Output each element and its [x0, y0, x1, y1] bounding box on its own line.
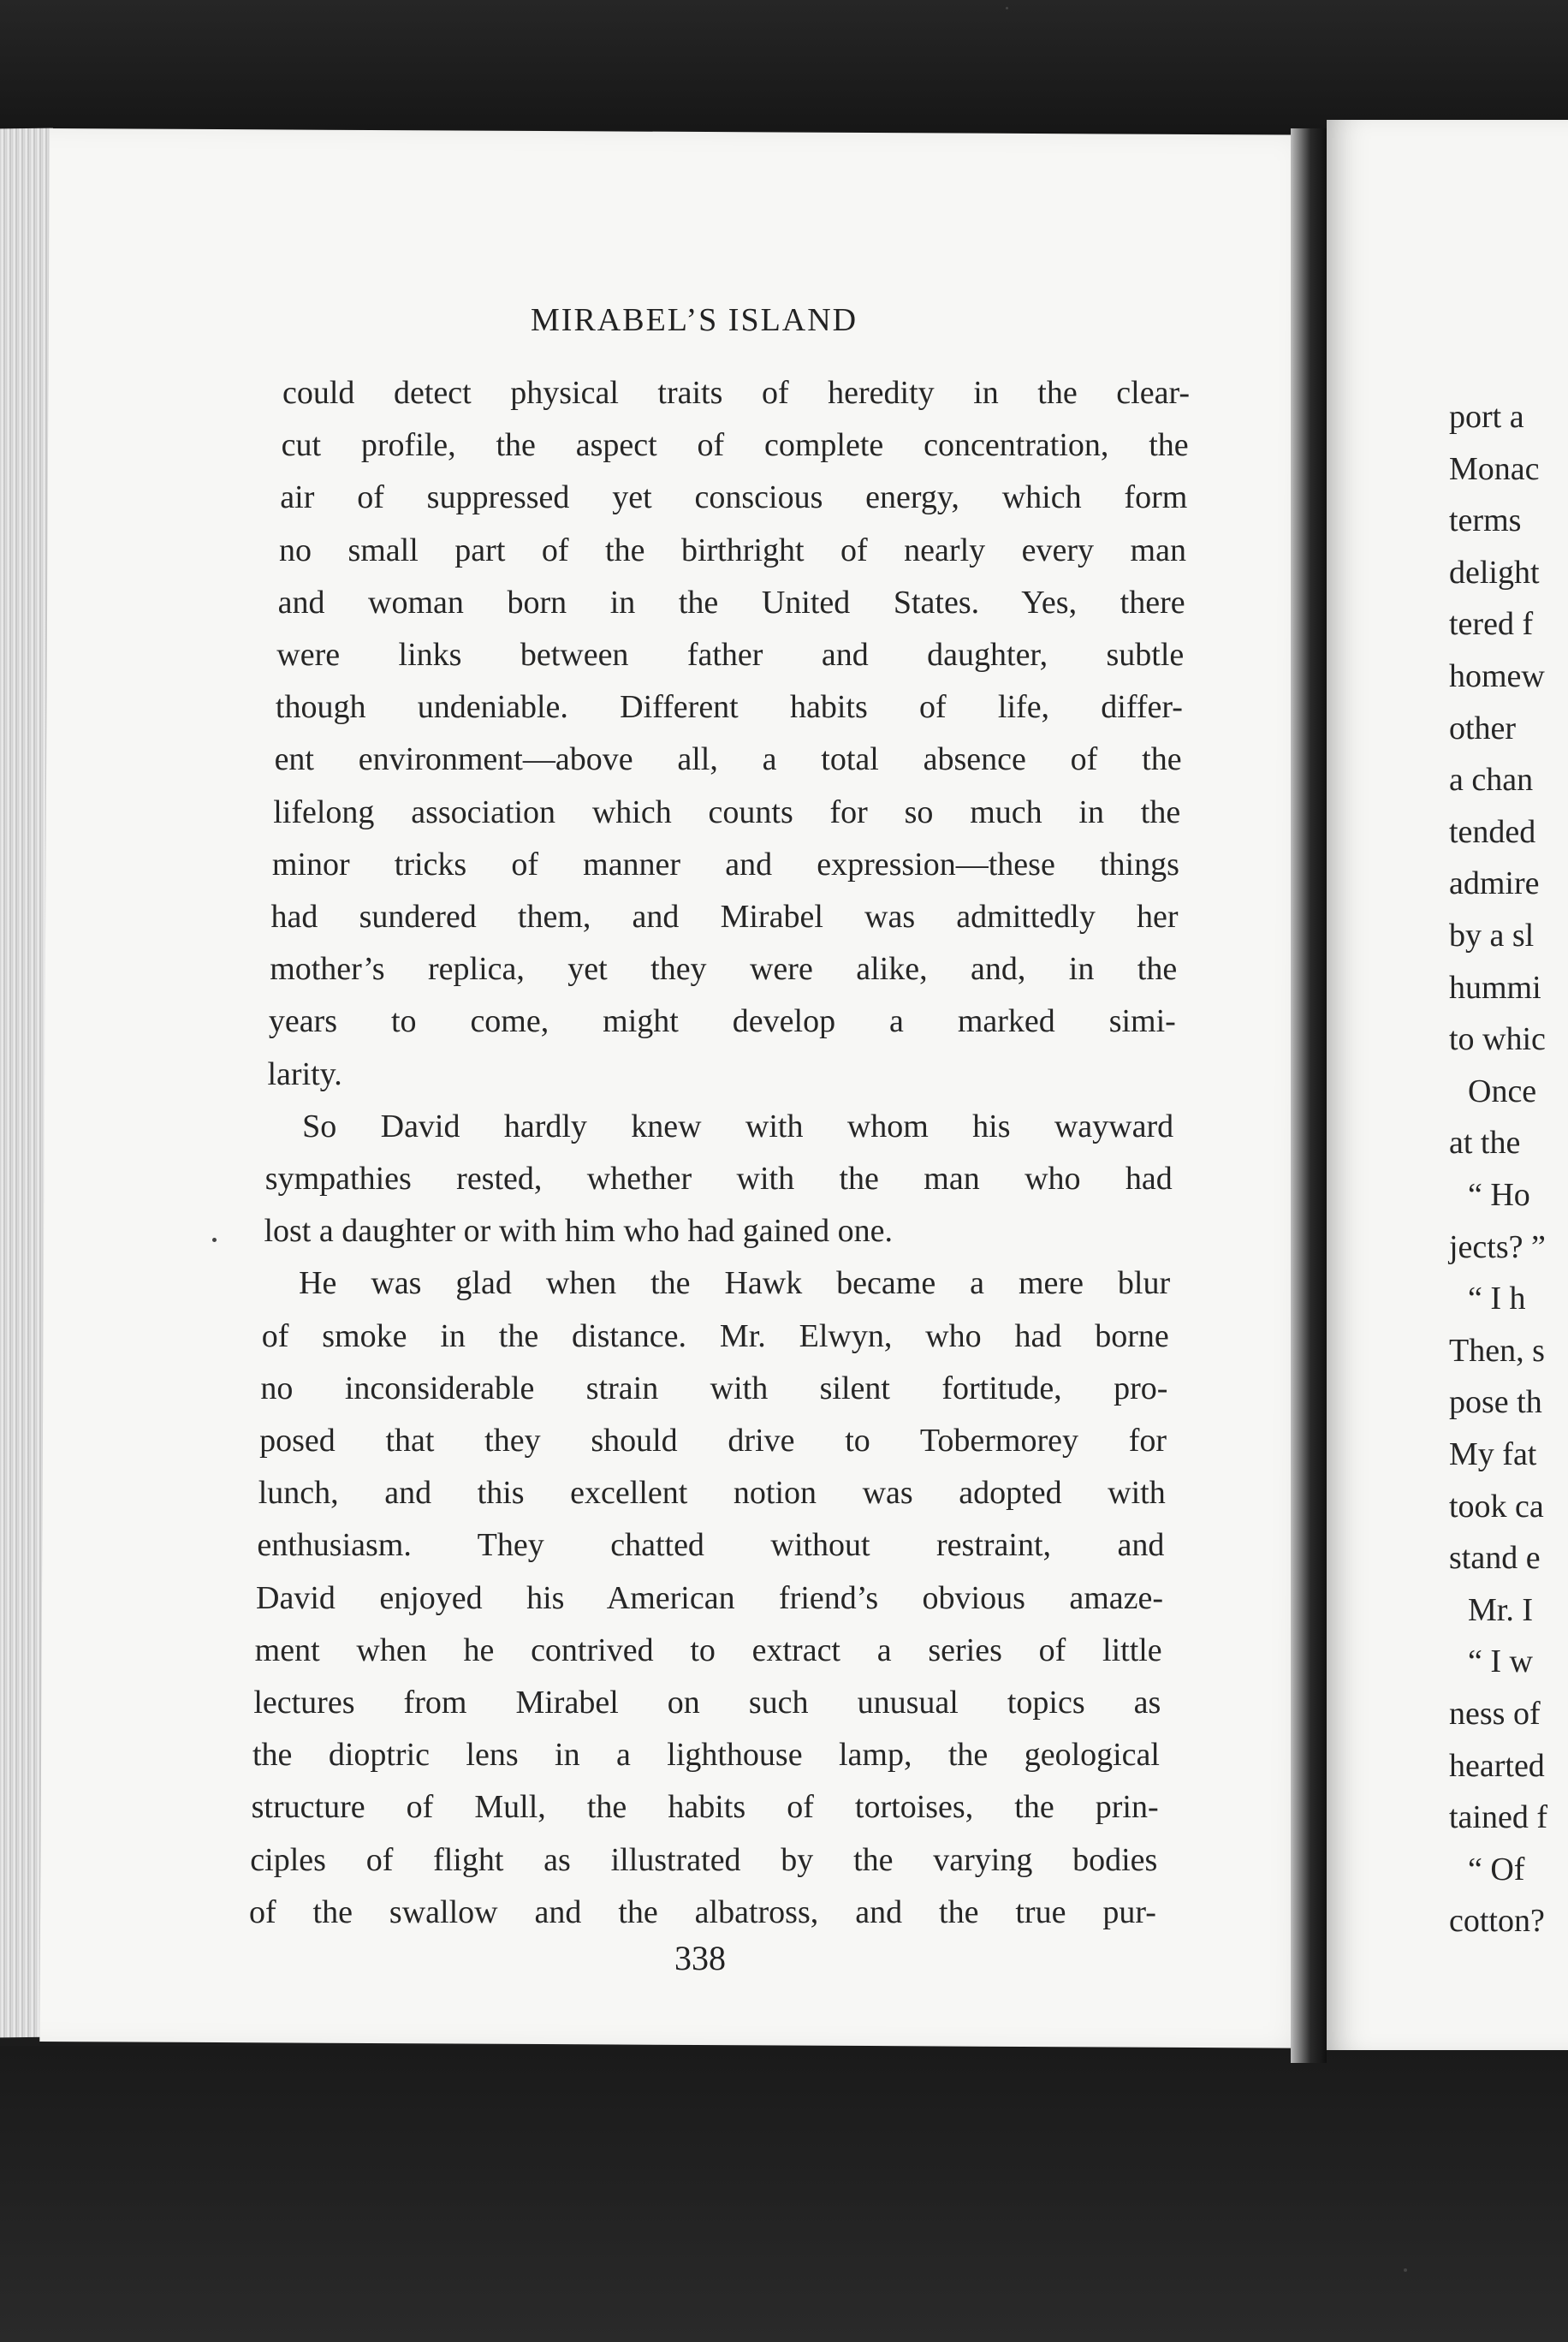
text-fragment: My fat [1449, 1436, 1537, 1472]
text-line: and woman born in the United States. Yes, there [277, 584, 1185, 621]
text-fragment: “ I w [1468, 1644, 1533, 1680]
text-fragment: hummi [1449, 969, 1541, 1006]
page-number: 338 [674, 1939, 726, 1977]
text-line: ent environment—above all, a total absence of the [274, 741, 1182, 778]
text-line: years to come, might develop a marked simi- [268, 1003, 1176, 1040]
text-line: ciples of flight as illustrated by the varying bodies [250, 1841, 1158, 1878]
scan-speck [212, 1238, 217, 1242]
text-line: posed that they should drive to Tobermorey for [259, 1423, 1167, 1459]
text-fragment: admire [1449, 865, 1540, 902]
text-line: of smoke in the distance. Mr. Elwyn, who had borne [261, 1317, 1169, 1354]
text-line: lifelong association which counts for so much in the [273, 794, 1181, 830]
book-gutter [1291, 128, 1327, 2063]
text-line: So David hardly knew with whom his wayward [302, 1108, 1174, 1144]
text-line: lost a daughter or with him who had gained one. [264, 1213, 893, 1250]
text-fragment: homew [1449, 658, 1545, 694]
text-fragment: a chan [1449, 762, 1534, 799]
text-line: David enjoyed his American friend’s obvious amaze- [256, 1579, 1164, 1616]
text-fragment: stand e [1449, 1540, 1541, 1577]
text-fragment: Monac [1449, 450, 1540, 487]
text-fragment: tered f [1449, 606, 1534, 643]
text-line: larity. [267, 1055, 342, 1092]
text-fragment: tained f [1449, 1799, 1548, 1836]
text-fragment: ness of [1449, 1696, 1541, 1732]
text-fragment: other [1449, 710, 1517, 746]
text-fragment: pose th [1449, 1384, 1542, 1421]
running-head: MIRABEL’S ISLAND [531, 302, 858, 338]
text-line: lectures from Mirabel on such unusual topics as [253, 1685, 1161, 1721]
text-fragment: jects? ” [1449, 1228, 1546, 1265]
text-fragment: delight [1449, 554, 1540, 591]
text-line: no inconsiderable strain with silent fortitude, pro- [260, 1370, 1168, 1406]
text-line: lunch, and this excellent notion was adopted with [258, 1475, 1166, 1512]
text-line: He was glad when the Hawk became a mere blur [299, 1265, 1171, 1302]
text-line: sympathies rested, whether with the man who had [264, 1161, 1173, 1197]
text-line: enthusiasm. They chatted without restraint, and [257, 1527, 1165, 1564]
text-line: were links between father and daughter, subtle [276, 637, 1185, 673]
text-fragment: “ Of [1468, 1851, 1525, 1887]
text-fragment: terms [1449, 502, 1522, 539]
text-line: though undeniable. Different habits of life, differ- [275, 689, 1183, 726]
text-fragment: Once [1468, 1073, 1537, 1109]
text-fragment: Then, s [1449, 1332, 1545, 1369]
text-line: the dioptric lens in a lighthouse lamp, the geological [252, 1737, 1160, 1774]
text-fragment: Mr. I [1468, 1591, 1533, 1628]
text-line: could detect physical traits of heredity in the clear- [282, 375, 1190, 411]
text-fragment: hearted [1449, 1747, 1545, 1784]
text-line: cut profile, the aspect of complete concentration, the [281, 427, 1189, 464]
text-line: had sundered them, and Mirabel was admittedly her [270, 899, 1179, 935]
text-line: air of suppressed yet conscious energy, which form [280, 479, 1188, 516]
text-fragment: by a sl [1449, 918, 1535, 954]
scan-speck [1006, 7, 1008, 9]
text-fragment: “ Ho [1468, 1177, 1530, 1213]
text-fragment: took ca [1449, 1488, 1544, 1525]
text-fragment: port a [1449, 399, 1524, 435]
text-line: of the swallow and the albatross, and the true pur- [248, 1893, 1156, 1930]
text-line: ment when he contrived to extract a series of little [254, 1632, 1162, 1668]
scan-speck [1404, 2268, 1407, 2272]
text-fragment: at the [1449, 1125, 1521, 1162]
text-fragment: “ I h [1468, 1281, 1526, 1317]
text-line: mother’s replica, yet they were alike, and, in the [270, 951, 1178, 988]
text-line: minor tricks of manner and expression—these things [271, 846, 1179, 883]
text-fragment: tended [1449, 813, 1536, 850]
scanner-background-bottom [0, 2046, 1568, 2342]
text-fragment: cotton? [1449, 1903, 1545, 1940]
text-line: no small part of the birthright of nearly every man [278, 532, 1186, 568]
text-line: structure of Mull, the habits of tortoises, the prin- [251, 1789, 1159, 1826]
text-fragment: to whic [1449, 1021, 1546, 1058]
